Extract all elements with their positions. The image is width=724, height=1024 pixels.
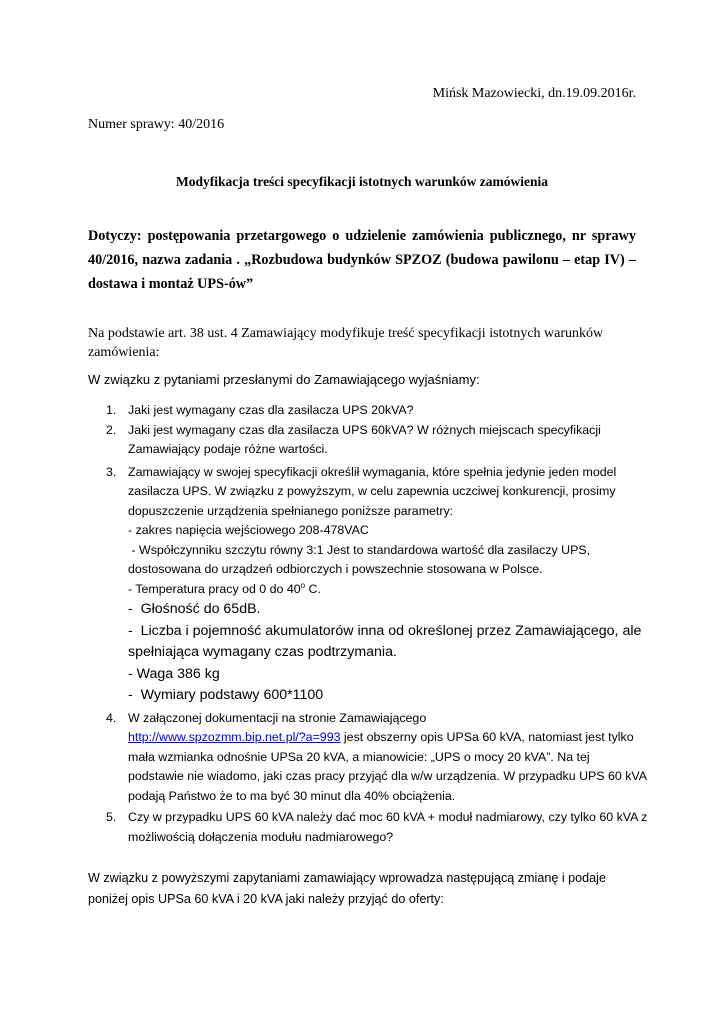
subject-paragraph: Dotyczy: postępowania przetargowego o udzielenie zamówienia publicznego, nr sprawy 40/2016, nazwa zadania . „Rozbudowa budynków SPZOZ (budowa pawilonu – etap IV) – dostawa i montaż UPS-ów” bbox=[88, 228, 636, 292]
question-text: Jaki jest wymagany czas dla zasilacza UPS 60kVA? W różnych miejscach specyfikacji Zamawiający podaje różne wartości. bbox=[128, 422, 601, 456]
question-item-2 bbox=[88, 421, 648, 460]
question-text: Czy w przypadku UPS 60 kVA należy dać moc 60 kVA + moduł nadmiarowy, czy tylko 60 kVA z możliwością dołączenia modułu nadmiarowego? bbox=[128, 810, 648, 844]
question-number: 3. bbox=[106, 464, 117, 479]
parameter-temperature bbox=[128, 580, 648, 600]
question-item-4 bbox=[88, 709, 648, 807]
closing-paragraph: W związku z powyższymi zapytaniami zamawiający wprowadza następującą zmianę i podaje poniżej opis UPSa 60 kVA i 20 kVA jaki należy przyjąć do oferty: bbox=[88, 871, 606, 906]
question-number: 4. bbox=[106, 710, 117, 725]
parameter-batteries: - Liczba i pojemność akumulatorów inna od określonej przez Zamawiającego, ale spełniająca wymagany czas podtrzymania. bbox=[128, 622, 646, 660]
question-text: W załączonej dokumentacji na stronie Zamawiającego bbox=[128, 710, 427, 725]
degree-superscript: o bbox=[300, 580, 306, 590]
parameter-weight: - Waga 386 kg bbox=[128, 665, 220, 682]
intro-text: W związku z pytaniami przesłanymi do Zamawiającego wyjaśniamy: bbox=[88, 372, 480, 387]
question-text: Zamawiający w swojej specyfikacji określił wymagania, które spełnia jedynie jeden model zasilacza UPS. W związku z powyższym, w celu zapewnia uczciwej konkurencji, prosimy dopuszczenie urządzenia spełnianego poniższe parametry: bbox=[128, 464, 617, 518]
parameter-dimensions: - Wymiary podstawy 600*1100 bbox=[128, 687, 324, 703]
question-number: 5. bbox=[106, 810, 117, 824]
question-item-1 bbox=[88, 401, 648, 421]
parameter-noise: - Głośność do 65dB. bbox=[128, 601, 261, 617]
question-number: 2. bbox=[106, 422, 117, 437]
place-date: Mińsk Mazowiecki, dn.19.09.2016r. bbox=[432, 86, 636, 101]
question-text-continued: jest obszerny opis UPSa 60 kVA, natomiast jest tylko mała wzmianka odnośnie UPSa 20 kVA, a mianowicie: „UPS o mocy 20 kVA”. Na tej podstawie nie wiadomo, jaki czas pracy przyjąć dla w/w urządzenia. W przypadku UPS 60 kVA podają Państwo że to ma być 30 minut dla 40% obciążenia. bbox=[128, 730, 647, 803]
question-item-5 bbox=[88, 808, 648, 847]
temperature-text: - Temperatura pracy od 0 do 40 bbox=[128, 581, 301, 596]
case-number: Numer sprawy: 40/2016 bbox=[88, 117, 225, 132]
document-title: Modyfikacja treści specyfikacji istotnych warunków zamówienia bbox=[175, 174, 549, 189]
question-number: 1. bbox=[106, 403, 117, 417]
questions-list bbox=[88, 401, 648, 847]
question-item-3 bbox=[88, 463, 648, 707]
temperature-unit: C. bbox=[305, 581, 321, 596]
legal-basis-paragraph: Na podstawie art. 38 ust. 4 Zamawiający modyfikuje treść specyfikacji istotnych warunków zamówienia: bbox=[88, 326, 604, 360]
parameter-crest-factor: - Współczynniku szczytu równy 3:1 Jest to standardowa wartość dla zasilaczy UPS, dostosowana do urządzeń odbiorczych i powszechnie stosowana w Polsce. bbox=[128, 542, 594, 576]
documentation-link[interactable]: http://www.spzozmm.bip.net.pl/?a=993 bbox=[128, 730, 341, 744]
question-text: Jaki jest wymagany czas dla zasilacza UPS 20kVA? bbox=[128, 403, 414, 417]
parameter-voltage: - zakres napięcia wejściowego 208-478VAC bbox=[128, 523, 369, 537]
